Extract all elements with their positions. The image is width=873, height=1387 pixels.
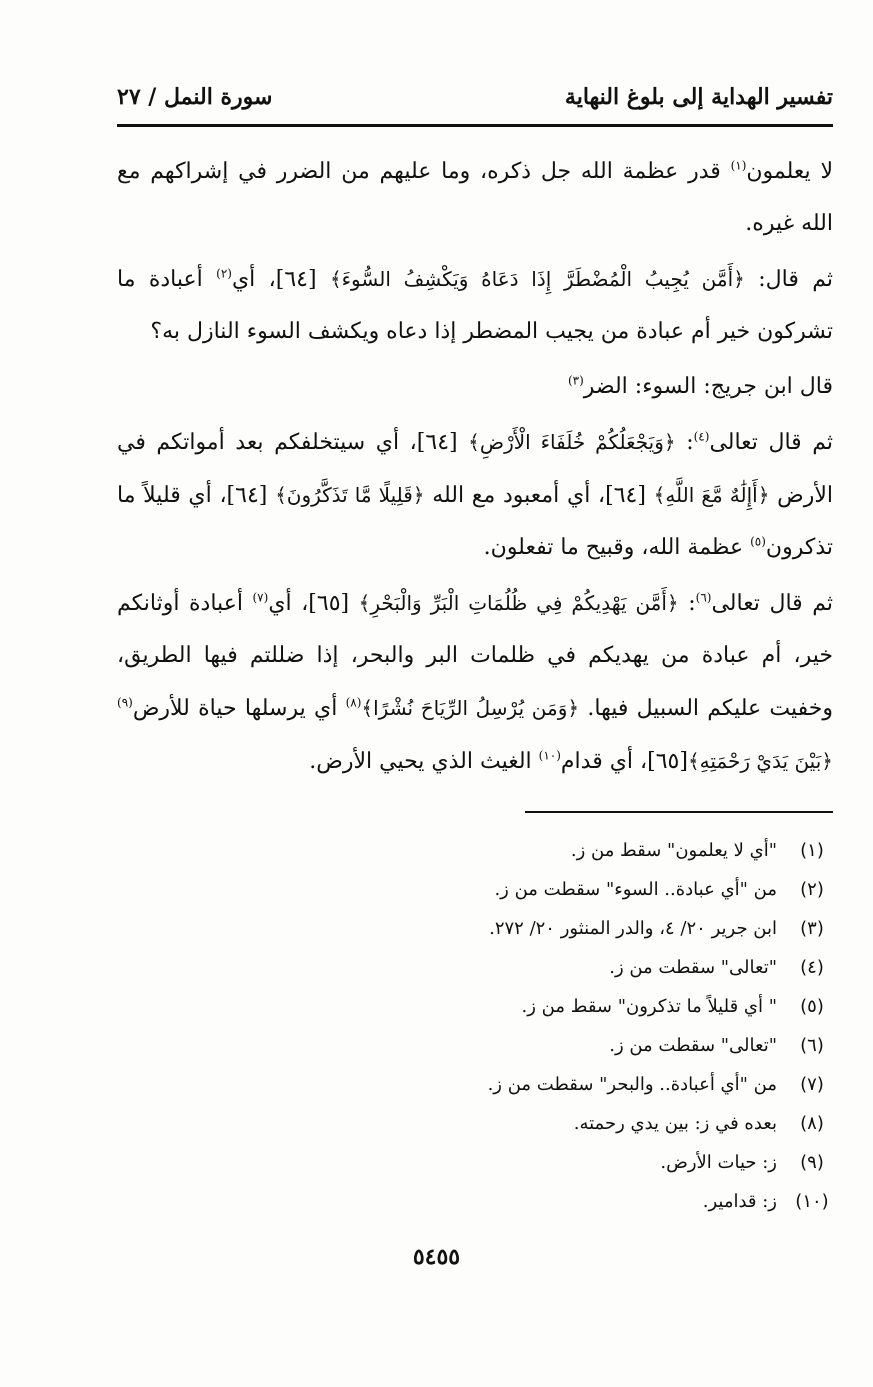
footnote-text: من "أي عبادة.. السوء" سقطت من ز. xyxy=(494,879,777,900)
text-run: [٦٤]، أي سيتخلفكم بعد أمواتكم في الأرض xyxy=(117,430,834,508)
text-run: أعبادة أوثانكم خير، أم عبادة من يهديكم في ظلمات البر والبحر، إذا ضللتم فيها الطريق، وخفيت عليكم السبيل فيها. xyxy=(117,591,833,721)
paragraph-1 xyxy=(117,146,833,250)
footnote-item xyxy=(117,1104,833,1143)
footnote-number: (٣) xyxy=(800,918,824,939)
text-run: [٦٤]، أي أمعبود مع الله xyxy=(424,483,654,508)
footnote-ref-8: (٨) xyxy=(345,695,362,710)
footnote-ref-7: (٧) xyxy=(252,590,269,605)
footnote-item xyxy=(117,1065,833,1104)
paragraph-4 xyxy=(117,416,833,574)
footnote-item xyxy=(117,1026,833,1065)
footnote-item xyxy=(117,1182,833,1221)
footnote-text: " أي قليلاً ما تذكرون" سقط من ز. xyxy=(521,996,777,1017)
footnote-item xyxy=(117,870,833,909)
paragraph-3 xyxy=(117,361,833,413)
text-run: عظمة الله، وقبيح ما تفعلون. xyxy=(483,535,751,560)
footnote-number: (١) xyxy=(800,840,824,861)
quran-verse: ﴿أَإِلَٰهٌ مَّعَ اللَّهِ﴾ xyxy=(653,483,770,507)
text-run: [٦٤]، أي xyxy=(231,267,330,292)
text-run: [٦٥]، أي xyxy=(268,591,359,616)
footnote-ref-6: (٦) xyxy=(695,590,712,605)
paragraph-2 xyxy=(117,253,833,358)
text-run: : xyxy=(678,591,696,616)
footnote-item xyxy=(117,831,833,870)
footnote-number: (٧) xyxy=(800,1074,824,1095)
text-run: [٦٥]، أي قدام xyxy=(560,749,688,774)
text-run: : xyxy=(675,430,694,455)
footnote-item xyxy=(117,1143,833,1182)
text-run: لا يعلمون xyxy=(746,159,833,184)
footnote-number: (٩) xyxy=(800,1152,824,1173)
text-run: قدر عظمة الله جل ذكره، وما عليهم من الضرر في إشراكهم مع الله غيره. xyxy=(117,159,833,236)
page-number: ٥٤٥٥ xyxy=(412,1244,461,1270)
quran-verse: ﴿بَيْنَ يَدَيْ رَحْمَتِهِ﴾ xyxy=(687,749,833,773)
surah-label: سورة النمل / ٢٧ xyxy=(117,84,273,110)
header-divider xyxy=(117,124,833,127)
footnote-text: ز: حيات الأرض. xyxy=(660,1152,777,1173)
footnote-ref-4: (٤) xyxy=(693,429,710,444)
quran-verse: ﴿وَمَن يُرْسِلُ الرِّيَاحَ نُشْرًا﴾ xyxy=(361,696,580,720)
text-run: ثم قال: xyxy=(744,267,833,292)
footnote-number: (٥) xyxy=(800,996,824,1017)
footnote-ref-9: (٩) xyxy=(117,695,133,710)
text-run: [٦٤]، أي قليلاً ما تذكرون xyxy=(117,483,833,560)
footnote-number: (٦) xyxy=(800,1035,824,1056)
footnote-number: (٤) xyxy=(800,957,824,978)
footnote-item xyxy=(117,948,833,987)
footnote-item xyxy=(117,987,833,1026)
text-run: قال ابن جريج: السوء: الضر xyxy=(583,374,833,399)
footnote-ref-10: (١٠) xyxy=(538,748,561,763)
quran-verse: ﴿أَمَّن يَهْدِيكُمْ فِي ظُلُمَاتِ الْبَرِّ وَالْبَحْرِ﴾ xyxy=(358,591,679,615)
footnote-text: "أي لا يعلمون" سقط من ز. xyxy=(570,840,777,861)
footnote-item xyxy=(117,909,833,948)
footnote-text: بعده في ز: بين يدي رحمته. xyxy=(573,1113,777,1134)
quran-verse: ﴿وَيَجْعَلُكُمْ خُلَفَاءَ الْأَرْضِ﴾ xyxy=(468,430,676,454)
main-text xyxy=(117,146,833,788)
footnote-text: ابن جرير ٢٠/ ٤، والدر المنثور ٢٠/ ٢٧٢. xyxy=(489,918,777,939)
footnote-text: "تعالى" سقطت من ز. xyxy=(609,957,777,978)
footnote-ref-1: (١) xyxy=(730,158,747,173)
footnote-text: ز: قدامير. xyxy=(702,1191,777,1212)
book-title: تفسير الهداية إلى بلوغ النهاية xyxy=(564,84,833,110)
footnote-ref-2: (٢) xyxy=(216,266,232,281)
text-run: ثم قال تعالى xyxy=(709,430,834,455)
footnotes xyxy=(117,831,833,1221)
text-run: أعبادة ما تشركون خير أم عبادة من يجيب المضطر إذا دعاه ويكشف السوء النازل به؟ xyxy=(117,267,833,344)
footnote-number: (٢) xyxy=(800,879,824,900)
footnote-number: (١٠) xyxy=(795,1191,829,1212)
text-run: ثم قال تعالى xyxy=(711,591,834,616)
running-header xyxy=(117,76,833,124)
footnote-ref-3: (٣) xyxy=(567,373,584,388)
footnote-ref-5: (٥) xyxy=(750,534,766,549)
footnote-divider xyxy=(525,811,833,813)
quran-verse: ﴿قَلِيلًا مَّا تَذَكَّرُونَ﴾ xyxy=(275,483,425,507)
quran-verse: ﴿أَمَّن يُجِيبُ الْمُضْطَرَّ إِذَا دَعَاهُ وَيَكْشِفُ السُّوءَ﴾ xyxy=(329,267,745,291)
paragraph-5 xyxy=(117,577,833,788)
footnote-text: "تعالى" سقطت من ز. xyxy=(609,1035,777,1056)
footnote-text: من "أي أعبادة.. والبحر" سقطت من ز. xyxy=(487,1074,777,1095)
text-run: الغيث الذي يحيي الأرض. xyxy=(309,749,539,774)
text-run: أي يرسلها حياة للأرض xyxy=(132,696,346,721)
footnote-number: (٨) xyxy=(800,1113,824,1134)
